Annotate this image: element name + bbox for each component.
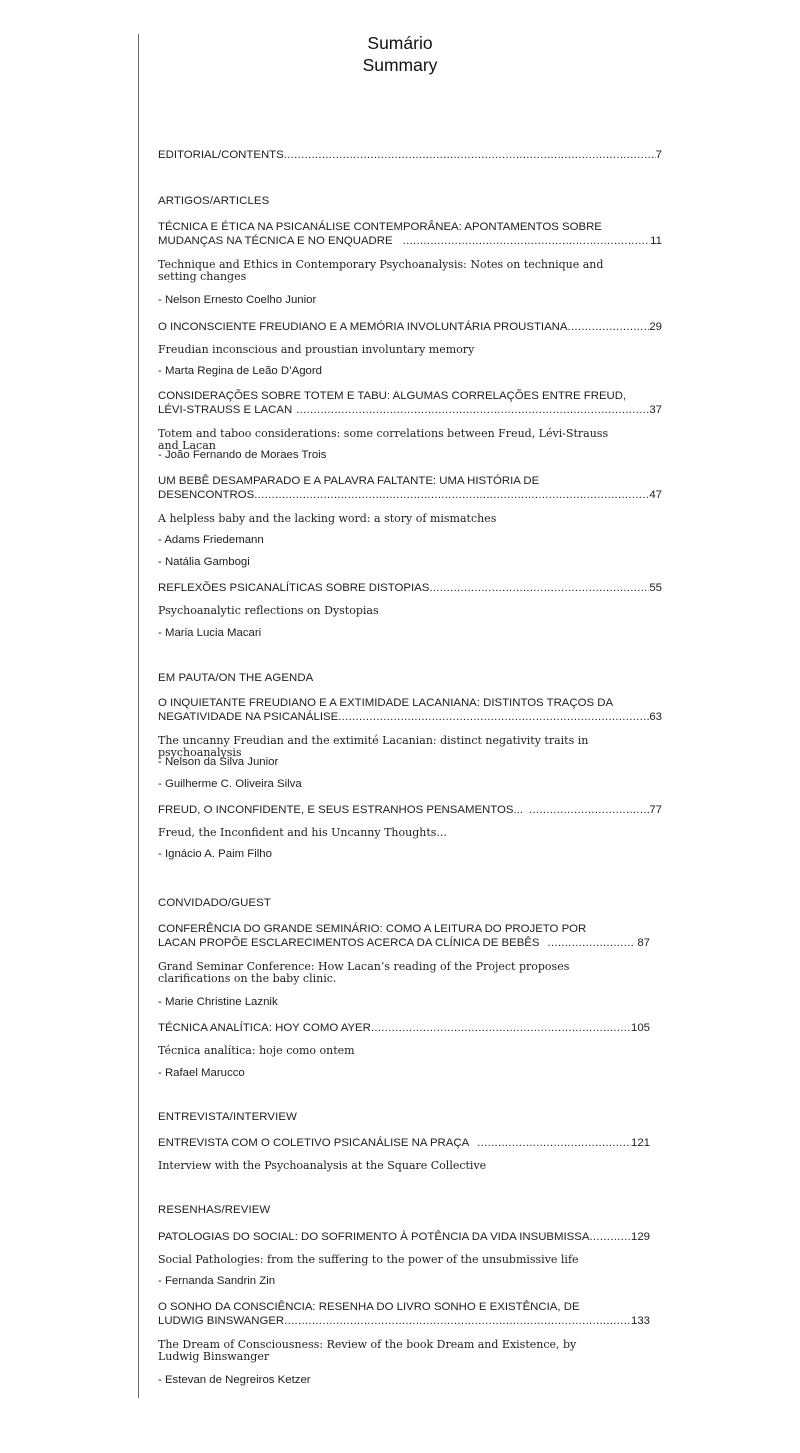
toc-entry-title: MUDANÇAS NA TÉCNICA E NO ENQUADRE — [158, 235, 393, 247]
toc-entry-title: EDITORIAL/CONTENTS — [158, 149, 284, 161]
toc-entry-editorial[interactable] — [158, 149, 662, 163]
toc-page-number: 11 — [650, 235, 662, 247]
toc-entry-title[interactable]: O SONHO DA CONSCIÊNCIA: RESENHA DO LIVRO SONHO E EXISTÊNCIA, DE — [158, 1301, 580, 1313]
toc-entry-author: - Ignácio A. Paim Filho — [158, 848, 272, 860]
toc-entry-author: - Natália Gambogi — [158, 556, 250, 568]
toc-entry-subtitle: Freudian inconscious and proustian involuntary memory — [158, 343, 475, 356]
toc-entry-title[interactable]: UM BEBÊ DESAMPARADO E A PALAVRA FALTANTE: UMA HISTÓRIA DE — [158, 475, 540, 487]
toc-entry-line[interactable] — [158, 1022, 650, 1036]
toc-entry-subtitle: Interview with the Psychoanalysis at the Square Collective — [158, 1159, 487, 1172]
section-heading-guest: CONVIDADO/GUEST — [158, 897, 271, 909]
toc-page-number: 121 — [630, 1137, 650, 1149]
section-heading-review: RESENHAS/REVIEW — [158, 1204, 271, 1216]
toc-entry-subtitle: Freud, the Inconfident and his Uncanny Thoughts... — [158, 826, 447, 839]
toc-entry-subtitle: A helpless baby and the lacking word: a story of mismatches — [158, 512, 497, 525]
toc-entry-author: - Marie Christine Laznik — [158, 996, 278, 1008]
toc-entry-subtitle: The uncanny Freudian and the extimité Lacanian: distinct negativity traits in psychoanalysis — [158, 734, 589, 759]
toc-page-number: 77 — [649, 804, 662, 816]
toc-entry-author: - Maria Lucia Macari — [158, 627, 262, 639]
toc-entry-line[interactable] — [158, 321, 662, 335]
toc-page-number: 87 — [637, 937, 650, 949]
toc-entry-subtitle: Psychoanalytic reflections on Dystopias — [158, 604, 379, 617]
toc-page-number: 55 — [649, 582, 662, 594]
toc-entry-line[interactable] — [158, 489, 662, 503]
toc-entry-author: - Guilherme C. Oliveira Silva — [158, 778, 302, 790]
page-title: Sumário — [367, 33, 433, 53]
toc-page-number: 133 — [630, 1315, 650, 1327]
toc-entry-line[interactable] — [158, 582, 662, 596]
toc-entry-title: LUDWIG BINSWANGER — [158, 1315, 285, 1327]
toc-entry-author: - Nelson Ernesto Coelho Junior — [158, 294, 317, 306]
toc-page-number: 37 — [649, 404, 662, 416]
toc-entry-title: PATOLOGIAS DO SOCIAL: DO SOFRIMENTO À POTÊNCIA DA VIDA INSUBMISSA — [158, 1231, 590, 1243]
toc-page-number: 29 — [649, 321, 662, 333]
toc-entry-line[interactable] — [158, 235, 662, 249]
toc-entry-title: DESENCONTROS — [158, 489, 255, 501]
toc-entry-line[interactable] — [158, 1315, 650, 1329]
toc-entry-author: - Adams Friedemann — [158, 534, 264, 546]
toc-entry-line[interactable] — [158, 1231, 650, 1245]
toc-entry-line[interactable] — [158, 804, 662, 818]
toc-entry-title: LACAN PROPÕE ESCLARECIMENTOS ACERCA DA CLÍNICA DE BEBÊS — [158, 937, 540, 949]
toc-entry-title[interactable]: CONSIDERAÇÕES SOBRE TOTEM E TABU: ALGUMAS CORRELAÇÕES ENTRE FREUD, — [158, 390, 627, 402]
toc-entry-title: NEGATIVIDADE NA PSICANÁLISE — [158, 711, 339, 723]
toc-entry-subtitle: Technique and Ethics in Contemporary Psychoanalysis: Notes on technique and setting changes — [158, 258, 604, 283]
toc-entry-author: - João Fernando de Moraes Trois — [158, 449, 327, 461]
toc-entry-line[interactable] — [158, 404, 662, 418]
toc-entry-title[interactable]: TÉCNICA E ÉTICA NA PSICANÁLISE CONTEMPORÂNEA: APONTAMENTOS SOBRE — [158, 221, 602, 233]
toc-entry-author: - Estevan de Negreiros Ketzer — [158, 1374, 311, 1386]
toc-entry-title: REFLEXÕES PSICANALÍTICAS SOBRE DISTOPIAS — [158, 582, 430, 594]
toc-entry-title: ENTREVISTA COM O COLETIVO PSICANÁLISE NA PRAÇA — [158, 1137, 470, 1149]
toc-entry-author: - Fernanda Sandrin Zin — [158, 1275, 276, 1287]
section-heading-articles: ARTIGOS/ARTICLES — [158, 195, 270, 207]
toc-entry-subtitle: The Dream of Consciousness: Review of the book Dream and Existence, by Ludwig Binswanger — [158, 1338, 577, 1363]
toc-entry-subtitle: Totem and taboo considerations: some correlations between Freud, Lévi-Strauss and Lacan — [158, 427, 609, 452]
toc-entry-author: - Marta Regina de Leão D’Agord — [158, 365, 322, 377]
toc-entry-subtitle: Grand Seminar Conference: How Lacan’s reading of the Project proposes clarifications on the baby clinic. — [158, 960, 570, 985]
toc-page-number: 47 — [649, 489, 662, 501]
toc-entry-title: TÉCNICA ANALÍTICA: HOY COMO AYER — [158, 1022, 371, 1034]
section-heading-agenda: EM PAUTA/ON THE AGENDA — [158, 672, 314, 684]
vertical-margin-rule — [138, 34, 139, 1398]
toc-entry-title: LÉVI-STRAUSS E LACAN — [158, 404, 293, 416]
toc-entry-subtitle: Técnica analítica: hoje como ontem — [158, 1044, 355, 1057]
toc-entry-title: O INCONSCIENTE FREUDIANO E A MEMÓRIA INVOLUNTÁRIA PROUSTIANA — [158, 321, 568, 333]
toc-entry-line[interactable] — [158, 1137, 650, 1151]
page-subtitle: Summary — [362, 55, 438, 75]
toc-entry-author: - Rafael Marucco — [158, 1067, 245, 1079]
toc-entry-title[interactable]: O INQUIETANTE FREUDIANO E A EXTIMIDADE LACANIANA: DISTINTOS TRAÇOS DA — [158, 697, 614, 709]
toc-entry-line[interactable] — [158, 711, 662, 725]
toc-entry-title[interactable]: CONFERÊNCIA DO GRANDE SEMINÁRIO: COMO A LEITURA DO PROJETO POR — [158, 923, 587, 935]
toc-entry-line[interactable] — [158, 937, 650, 951]
section-heading-interview: ENTREVISTA/INTERVIEW — [158, 1111, 297, 1123]
toc-entry-subtitle: Social Pathologies: from the suffering to the power of the unsubmissive life — [158, 1253, 579, 1266]
toc-page-number: 7 — [655, 149, 662, 161]
toc-page-number: 63 — [649, 711, 662, 723]
toc-entry-author: - Nelson da Silva Junior — [158, 756, 279, 768]
toc-page-number: 105 — [630, 1022, 650, 1034]
toc-entry-title: FREUD, O INCONFIDENTE, E SEUS ESTRANHOS PENSAMENTOS... — [158, 804, 523, 816]
toc-page-number: 129 — [630, 1231, 650, 1243]
